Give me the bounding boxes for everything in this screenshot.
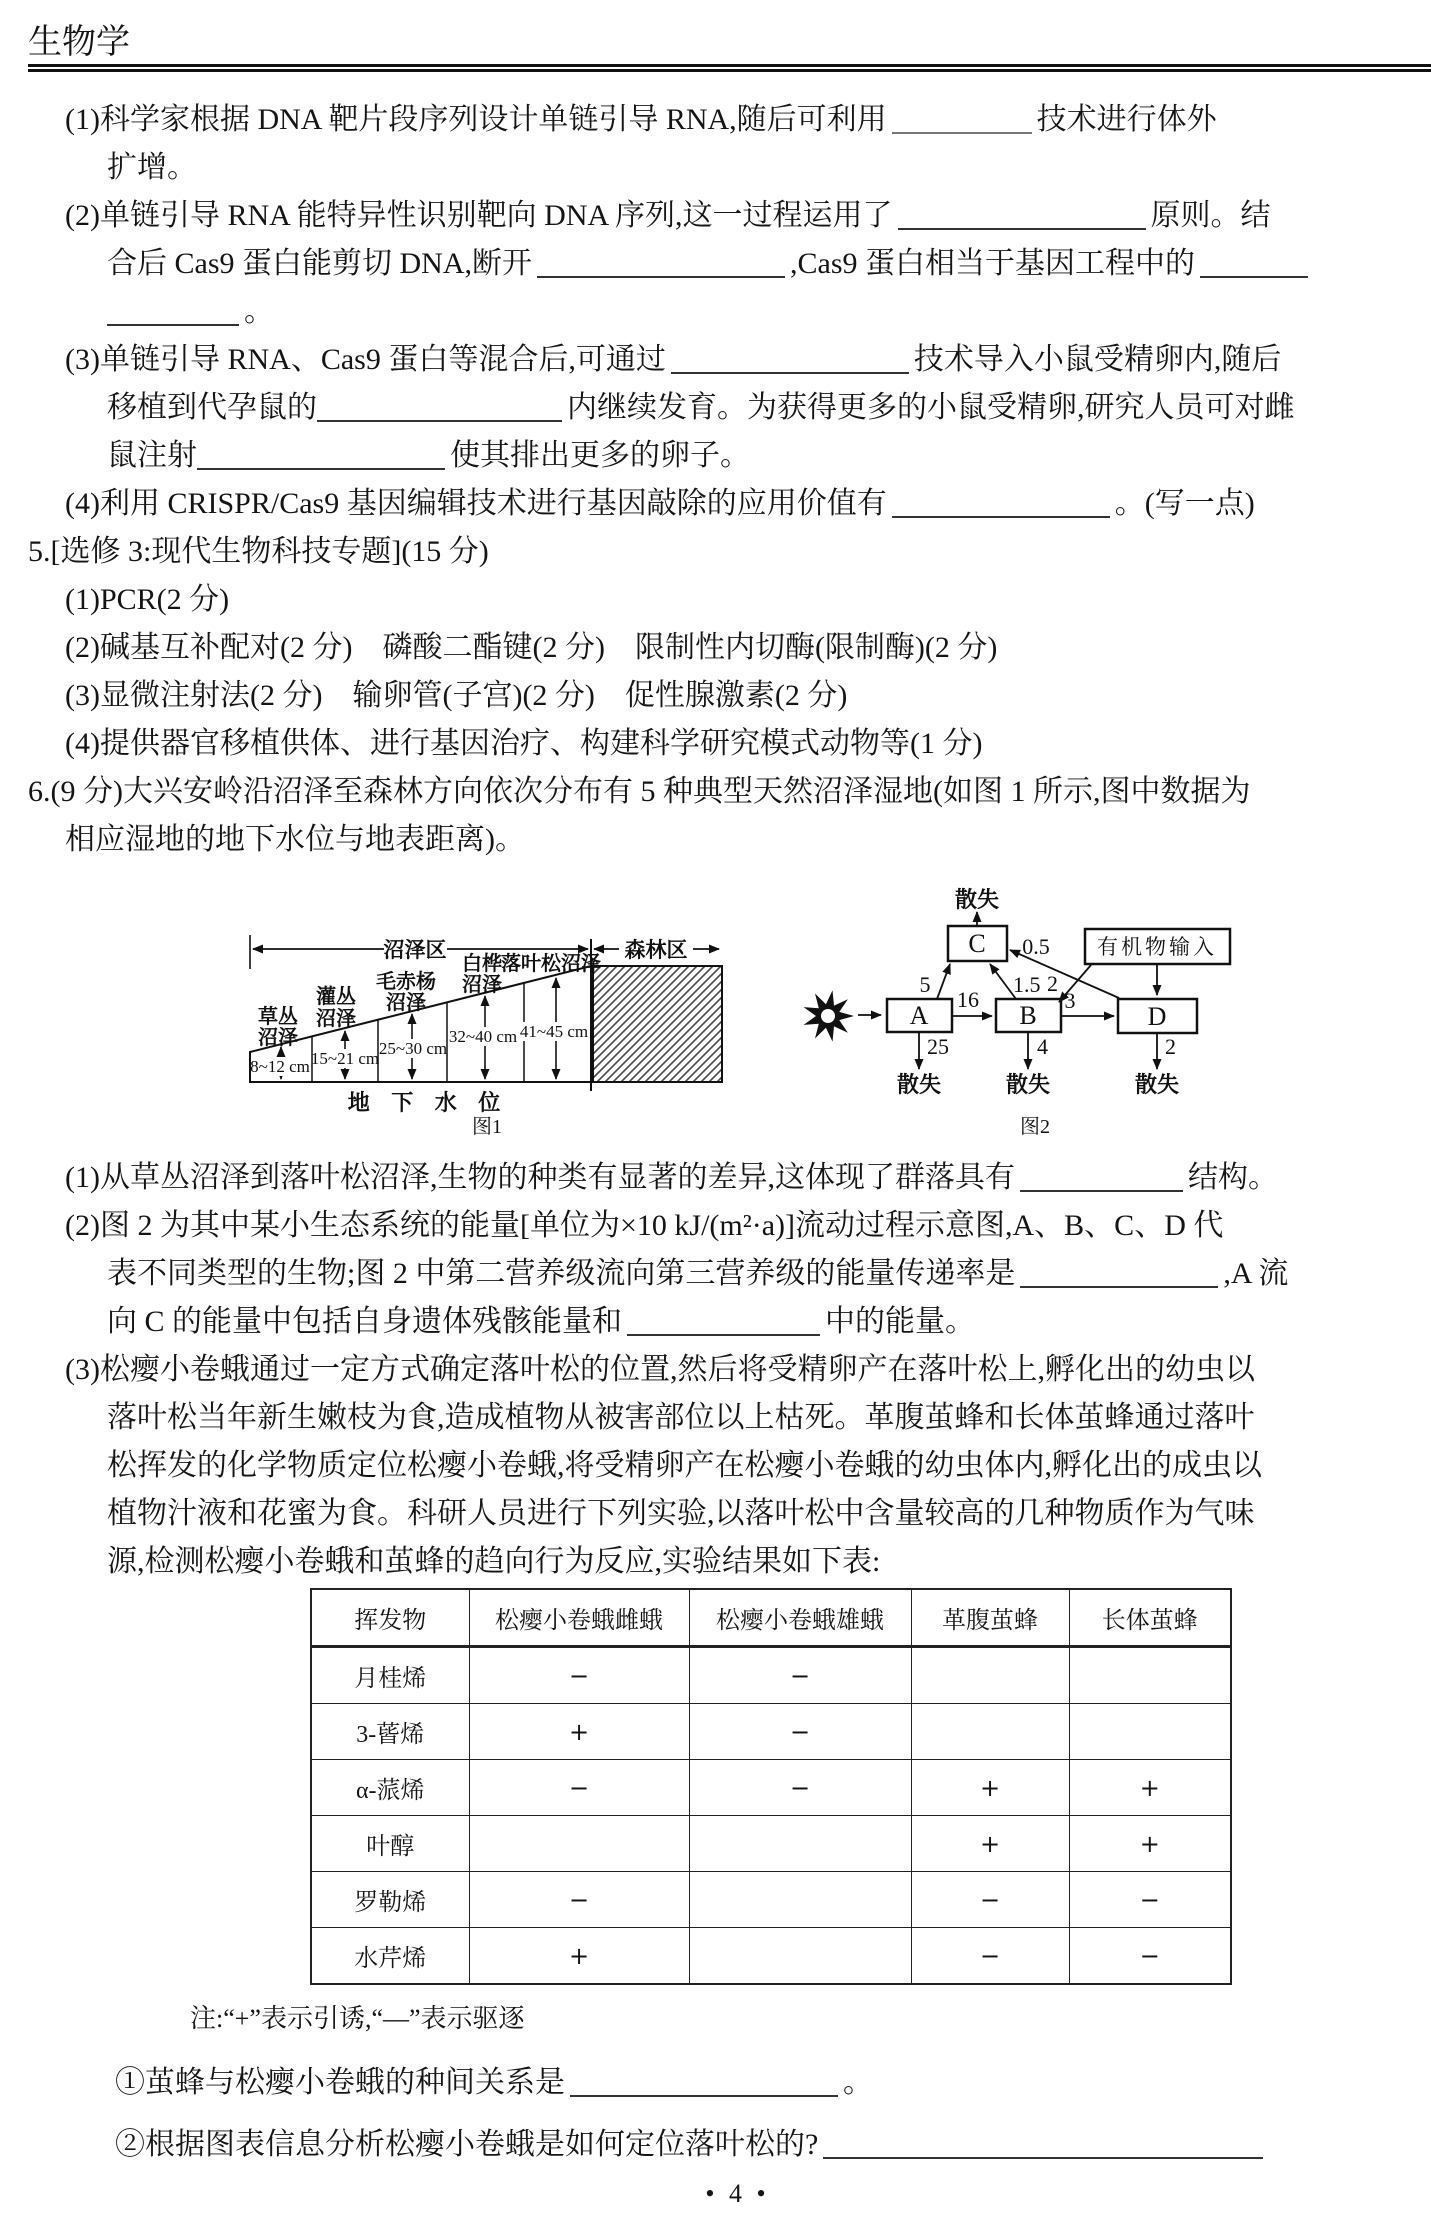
answer-blank [823, 2125, 1263, 2159]
answer-blank [627, 1302, 820, 1336]
text-run: (3)单链引导 RNA、Cas9 蛋白等混合后,可通过 [65, 343, 666, 376]
text-run: ,Cas9 蛋白相当于基因工程中的 [790, 247, 1195, 280]
q4-line7 [107, 384, 1447, 432]
q5-answer3 [65, 672, 1447, 720]
flow-B-loss: 4 [1037, 1034, 1048, 1059]
fig2-arrow-A-C [937, 964, 950, 999]
row-label: 3-蒈烯 [311, 1704, 469, 1760]
text-run: (1)PCR(2 分) [65, 583, 230, 616]
table-row [311, 1928, 1231, 1985]
wetland-name: 毛赤杨 [376, 971, 436, 993]
cell [911, 1704, 1069, 1760]
flow-A-B: 16 [957, 987, 979, 1012]
text-run: 技术进行体外 [1036, 103, 1217, 136]
fig2-node-D: D [1147, 1002, 1167, 1031]
text-run: 内继续发育。为获得更多的小鼠受精卵,研究人员可对雌 [567, 391, 1295, 424]
loss-label-B: 散失 [1005, 1072, 1051, 1097]
depth-label: 25~30 cm [378, 1039, 448, 1058]
fig1-zone-left-label: 沼泽区 [383, 938, 447, 962]
wetland-name: 沼泽 [258, 1027, 298, 1049]
row-label: 罗勒烯 [311, 1872, 469, 1928]
q6-s3-line4 [107, 1490, 1447, 1538]
text-run: (3)显微注射法(2 分) 输卵管(子宫)(2 分) 促性腺激素(2 分) [65, 679, 848, 712]
cell: − [1069, 1872, 1231, 1928]
q6-intro1 [28, 768, 1447, 816]
answer-blank [892, 100, 1032, 134]
cell [689, 1872, 911, 1928]
q6-s3-line3 [107, 1442, 1447, 1490]
text-run: (4)利用 CRISPR/Cas9 基因编辑技术进行基因敲除的应用价值有 [65, 487, 887, 520]
text-run: 松挥发的化学物质定位松瘿小卷蛾,将受精卵产在松瘿小卷蛾的幼虫体内,孵化出的成虫以 [107, 1449, 1262, 1482]
col-header: 挥发物 [311, 1589, 469, 1647]
wetland-name: 白桦 [462, 953, 502, 975]
row-label: 叶醇 [311, 1816, 469, 1872]
q5-title [28, 528, 1447, 576]
wetland-name: 沼泽 [462, 974, 502, 996]
q4-line6 [65, 336, 1447, 384]
answer-blank [317, 388, 562, 422]
loss-label-top: 散失 [954, 887, 1000, 912]
q6-sub2 [115, 2121, 1447, 2169]
answer-blank [671, 340, 909, 374]
q4-line3 [65, 192, 1447, 240]
cell [469, 1816, 689, 1872]
table-row [311, 1872, 1231, 1928]
text-run: ②根据图表信息分析松瘿小卷蛾是如何定位落叶松的? [115, 2128, 819, 2161]
text-run: 源,检测松瘿小卷蛾和茧蜂的趋向行为反应,实验结果如下表: [107, 1545, 881, 1578]
q6-s2-line1 [65, 1202, 1447, 1250]
q4-line8 [107, 432, 1447, 480]
text-run: 相应湿地的地下水位与地表距离)。 [65, 823, 525, 856]
cell: + [911, 1760, 1069, 1816]
cell [689, 1816, 911, 1872]
cell: − [469, 1872, 689, 1928]
page-body [0, 72, 1447, 2209]
page-number [28, 2179, 1447, 2209]
text-run: • 4 • [705, 2179, 770, 2208]
table-row [311, 1760, 1231, 1816]
depth-label: 32~40 cm [448, 1027, 518, 1046]
cell: − [911, 1928, 1069, 1985]
text-run: 技术导入小鼠受精卵内,随后 [913, 343, 1282, 376]
volatile-response-table [310, 1588, 1232, 1985]
wetland-name: 草丛 [258, 1006, 298, 1028]
text-run: 合后 Cas9 蛋白能剪切 DNA,断开 [107, 247, 532, 280]
answer-blank [898, 196, 1146, 230]
cell [689, 1928, 911, 1985]
depth-label: 41~45 cm [519, 1022, 589, 1041]
answer-blank [892, 484, 1110, 518]
q5-answer1 [65, 576, 1447, 624]
col-header: 松瘿小卷蛾雄蛾 [689, 1589, 911, 1647]
wetland-name: 沼泽 [386, 992, 426, 1014]
answer-blank [1020, 1254, 1218, 1288]
fig1-zone-right-label: 森林区 [624, 938, 688, 962]
col-header: 长体茧蜂 [1069, 1589, 1231, 1647]
fig1-groundwater-label: 地 下 水 位 [347, 1090, 509, 1115]
fig2-organic-input-label: 有机物输入 [1097, 935, 1217, 959]
text-run: 注:“+”表示引诱,“—”表示驱逐 [190, 2004, 525, 2033]
answer-blank [1020, 1158, 1183, 1192]
cell: + [469, 1704, 689, 1760]
text-run: 。 [843, 2066, 873, 2099]
wetland-name: 落叶松沼泽 [501, 953, 601, 975]
depth-label: 8~12 cm [250, 1057, 310, 1076]
wetland-name: 灌丛 [316, 986, 356, 1008]
depth-label: 15~21 cm [310, 1049, 380, 1068]
text-run: 鼠注射 [107, 439, 197, 472]
row-label: 月桂烯 [311, 1647, 469, 1704]
cell [911, 1647, 1069, 1704]
q6-s2-line2 [107, 1250, 1447, 1298]
q6-sub1 [115, 2059, 1447, 2107]
text-run: 。 [244, 295, 274, 328]
text-run: 扩增。 [107, 151, 197, 184]
answer-blank [107, 292, 239, 326]
answer-blank [1200, 244, 1308, 278]
text-run: ,A 流 [1223, 1257, 1289, 1290]
text-run: 使其排出更多的卵子。 [450, 439, 750, 472]
text-run: (1)科学家根据 DNA 靶片段序列设计单链引导 RNA,随后可利用 [65, 103, 887, 136]
page-header [28, 0, 1431, 72]
text-run: 植物汁液和花蜜为食。科研人员进行下列实验,以落叶松中含量较高的几种物质作为气味 [107, 1497, 1255, 1530]
fig1-wetland-diagram [250, 935, 722, 1138]
text-run: 。(写一点) [1114, 487, 1255, 520]
fig2-node-B: B [1019, 1001, 1037, 1030]
text-run: 结构。 [1187, 1161, 1278, 1194]
text-run: 表不同类型的生物;图 2 中第二营养级流向第三营养级的能量传递率是 [107, 1257, 1016, 1290]
table-row [311, 1704, 1231, 1760]
subject-title: 生物学 [28, 24, 130, 61]
flow-A-C: 5 [919, 972, 931, 997]
row-label: α-蒎烯 [311, 1760, 469, 1816]
figures-strip [0, 864, 1447, 1154]
flow-D-C: 0.5 [1022, 934, 1050, 959]
flow-D-loss: 2 [1165, 1034, 1176, 1059]
cell: − [689, 1647, 911, 1704]
text-run: (2)图 2 为其中某小生态系统的能量[单位为×10 kJ/(m²·a)]流动过程示意图,A、B、C、D 代 [65, 1209, 1224, 1242]
text-run: 6.(9 分)大兴安岭沿沼泽至森林方向依次分布有 5 种典型天然沼泽湿地(如图 1 所示,图中数据为 [28, 775, 1251, 808]
table-note [190, 1999, 1447, 2039]
q6-s1 [65, 1154, 1447, 1202]
text-run: (3)松瘿小卷蛾通过一定方式确定落叶松的位置,然后将受精卵产在落叶松上,孵化出的幼虫以 [65, 1353, 1255, 1386]
text-run: 向 C 的能量中包括自身遗体残骸能量和 [107, 1305, 623, 1338]
q6-s3-line1 [65, 1346, 1447, 1394]
answer-blank [537, 244, 785, 278]
fig2-energy-flow-diagram [804, 887, 1230, 1138]
q4-line9 [65, 480, 1447, 528]
flow-B-D: 3 [1064, 988, 1076, 1013]
cell: + [1069, 1816, 1231, 1872]
q4-line5 [107, 288, 1447, 336]
flow-A-loss: 25 [927, 1034, 949, 1059]
cell: − [469, 1760, 689, 1816]
wetland-name: 沼泽 [316, 1008, 356, 1030]
text-run: (4)提供器官移植供体、进行基因治疗、构建科学研究模式动物等(1 分) [65, 727, 983, 760]
text-run: (2)单链引导 RNA 能特异性识别靶向 DNA 序列,这一过程运用了 [65, 199, 893, 232]
cell [1069, 1647, 1231, 1704]
sun-icon [804, 990, 854, 1041]
text-run: 落叶松当年新生嫩枝为食,造成植物从被害部位以上枯死。革腹茧蜂和长体茧蜂通过落叶 [107, 1401, 1255, 1434]
text-run: ①茧蜂与松瘿小卷蛾的种间关系是 [115, 2066, 565, 2099]
cell: + [911, 1816, 1069, 1872]
q4-line1 [65, 96, 1447, 144]
table-header-row [311, 1589, 1231, 1647]
cell: + [469, 1928, 689, 1985]
flow-input-B: 2 [1047, 971, 1058, 996]
cell: − [1069, 1928, 1231, 1985]
q6-s2-line3 [107, 1298, 1447, 1346]
text-run: (1)从草丛沼泽到落叶松沼泽,生物的种类有显著的差异,这体现了群落具有 [65, 1161, 1015, 1194]
q6-s3-line2 [107, 1394, 1447, 1442]
answer-blank [570, 2063, 838, 2097]
flow-B-C: 1.5 [1013, 972, 1041, 997]
fig2-node-A: A [909, 1001, 929, 1030]
cell [1069, 1704, 1231, 1760]
loss-label-D: 散失 [1134, 1072, 1180, 1097]
text-run: 移植到代孕鼠的 [107, 391, 317, 424]
row-label: 水芹烯 [311, 1928, 469, 1985]
cell: − [689, 1760, 911, 1816]
table-row [311, 1816, 1231, 1872]
col-header: 松瘿小卷蛾雌蛾 [469, 1589, 689, 1647]
q5-answer4 [65, 720, 1447, 768]
col-header: 革腹茧蜂 [911, 1589, 1069, 1647]
loss-label-A: 散失 [896, 1072, 942, 1097]
text-run: 中的能量。 [825, 1305, 976, 1338]
q4-line4 [107, 240, 1447, 288]
table-row [311, 1647, 1231, 1704]
fig2-caption: 图2 [1020, 1116, 1050, 1138]
fig1-forest-block [593, 966, 722, 1082]
cell: + [1069, 1760, 1231, 1816]
figures-svg [0, 864, 1447, 1154]
text-run: 原则。结 [1150, 199, 1271, 232]
answer-blank [197, 436, 445, 470]
fig2-node-C: C [968, 929, 986, 958]
cell: − [689, 1704, 911, 1760]
fig1-caption: 图1 [472, 1116, 502, 1138]
text-run: (2)碱基互补配对(2 分) 磷酸二酯键(2 分) 限制性内切酶(限制酶)(2 分) [65, 631, 998, 664]
q6-intro2 [65, 816, 1447, 864]
q5-answer2 [65, 624, 1447, 672]
q6-s3-line5 [107, 1538, 1447, 1586]
cell: − [469, 1647, 689, 1704]
cell: − [911, 1872, 1069, 1928]
q4-line2 [107, 144, 1447, 192]
text-run: 5.[选修 3:现代生物科技专题](15 分) [28, 535, 489, 568]
